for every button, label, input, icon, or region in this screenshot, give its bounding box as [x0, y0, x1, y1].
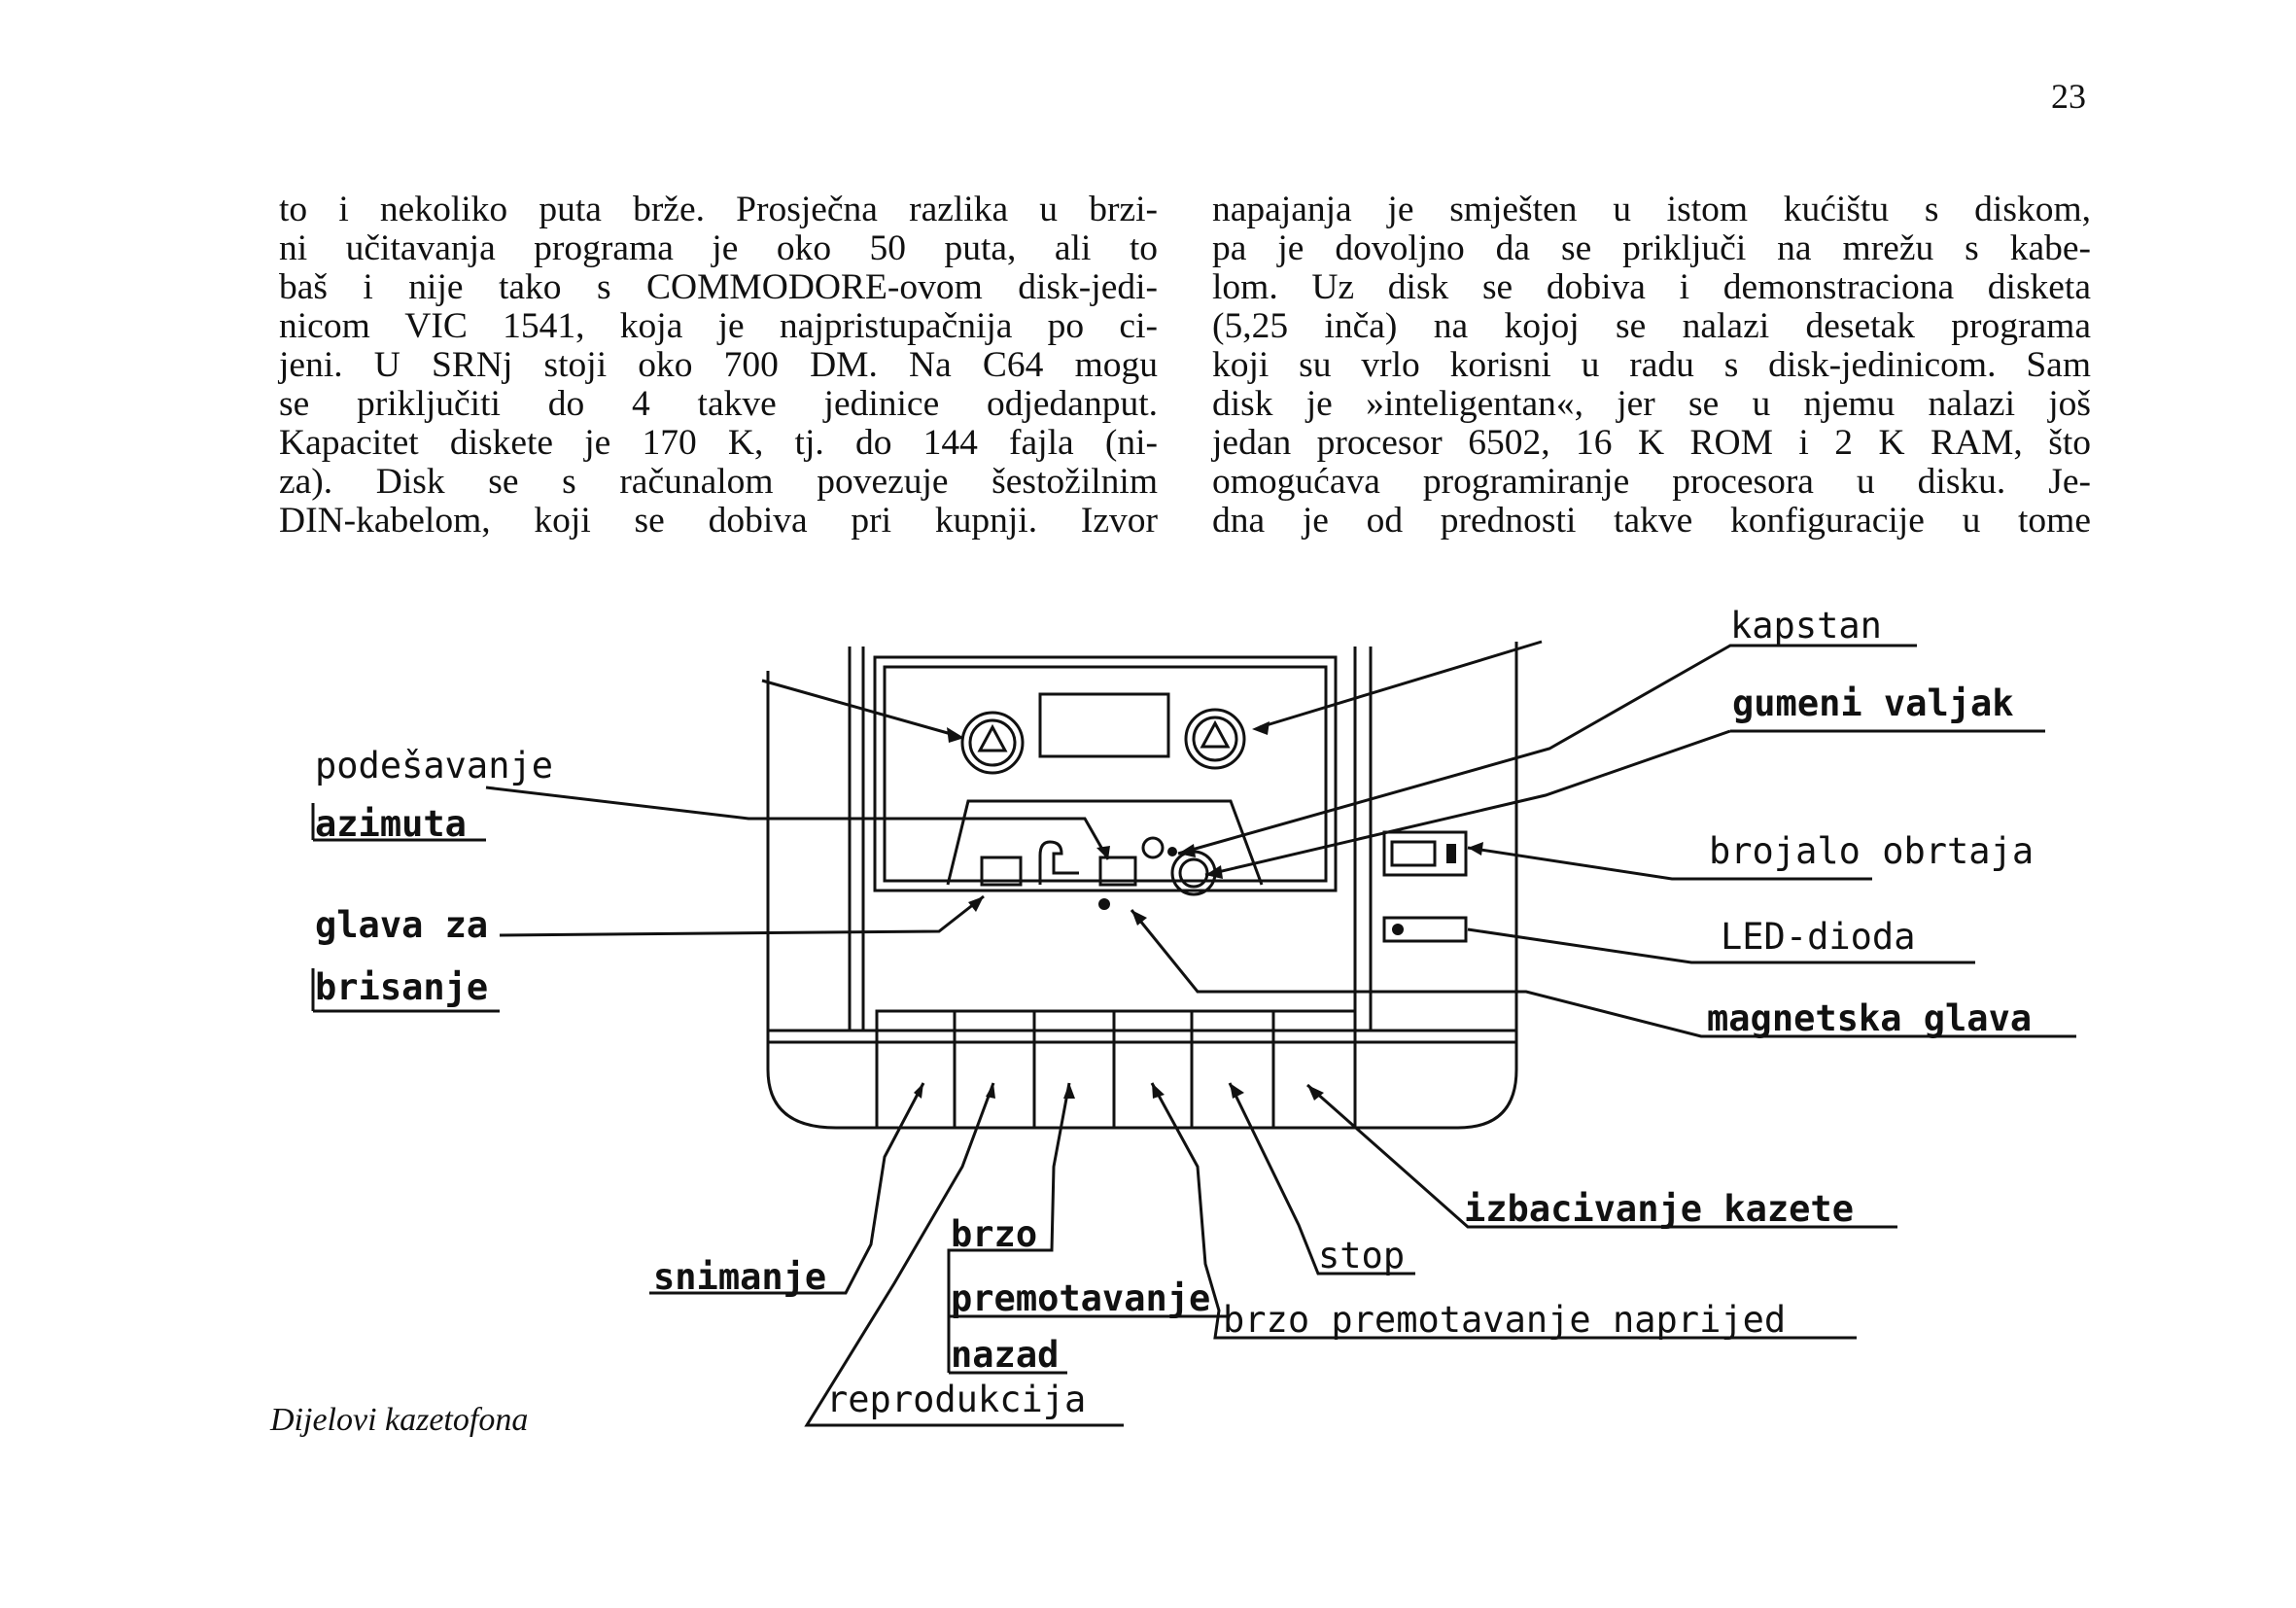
label-kapstan: kapstan	[1730, 605, 1882, 647]
figure-caption: Dijelovi kazetofona	[270, 1402, 529, 1438]
label-azimuta: azimuta	[315, 803, 467, 845]
text-line: ni učitavanja programa je oko 50 puta, ali to	[279, 228, 1158, 268]
text-line: baš i nije tako s COMMODORE-ovom disk-jedi-	[279, 267, 1158, 307]
label-podesavanje: podešavanje	[315, 745, 554, 787]
text-line: DIN-kabelom, koji se dobiva pri kupnji. Izvor	[279, 501, 1158, 541]
text-line: dna je od prednosti takve konfiguracije u tome	[1212, 501, 2091, 541]
text-line: (5,25 inča) na kojoj se nalazi desetak programa	[1212, 306, 2091, 346]
label-brojalo-obrtaja: brojalo obrtaja	[1709, 830, 2035, 872]
label-snimanje: snimanje	[653, 1256, 827, 1298]
text-line: napajanja je smješten u istom kućištu s diskom,	[1212, 190, 2091, 229]
text-line: nicom VIC 1541, koja je najpristupačnija po ci-	[279, 306, 1158, 346]
text-line: to i nekoliko puta brže. Prosječna razlika u brzi-	[279, 190, 1158, 229]
text-line: pa je dovoljno da se priključi na mrežu s kabe-	[1212, 228, 2091, 268]
label-brzo: brzo	[951, 1213, 1038, 1255]
label-nazad: nazad	[951, 1334, 1060, 1376]
label-brisanje: brisanje	[315, 966, 489, 1008]
text-line: se priključiti do 4 takve jedinice odjedanput.	[279, 384, 1158, 424]
label-stop: stop	[1318, 1235, 1406, 1276]
label-gumeni-valjak: gumeni valjak	[1732, 682, 2014, 724]
label-premotavanje: premotavanje	[951, 1277, 1211, 1319]
text-line: koji su vrlo korisni u radu s disk-jedinicom. Sam	[1212, 345, 2091, 385]
text-line: jedan procesor 6502, 16 K ROM i 2 K RAM, što	[1212, 423, 2091, 463]
label-glava-za: glava za	[315, 904, 489, 946]
label-magnetska-glava: magnetska glava	[1707, 997, 2033, 1039]
text-line: disk je »inteligentan«, jer se u njemu nalazi još	[1212, 384, 2091, 424]
label-izbacivanje-kazete: izbacivanje kazete	[1464, 1188, 1854, 1230]
label-brzo-premotavanje-naprijed: brzo premotavanje naprijed	[1223, 1299, 1787, 1341]
text-line: omogućava programiranje procesora u disku. Je-	[1212, 462, 2091, 502]
label-reprodukcija: reprodukcija	[826, 1379, 1087, 1420]
page-number: 23	[2051, 77, 2086, 116]
text-line: Kapacitet diskete je 170 K, tj. do 144 fajla (ni-	[279, 423, 1158, 463]
text-line: lom. Uz disk se dobiva i demonstraciona disketa	[1212, 267, 2091, 307]
label-led-dioda: LED-dioda	[1721, 916, 1916, 958]
text-line: jeni. U SRNj stoji oko 700 DM. Na C64 mogu	[279, 345, 1158, 385]
text-line: za). Disk se s računalom povezuje šestožilnim	[279, 462, 1158, 502]
